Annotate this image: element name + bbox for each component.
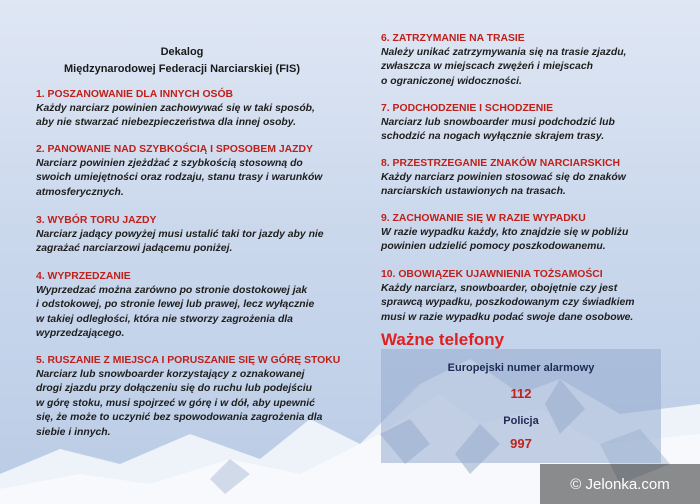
rule-1: [36, 88, 324, 131]
document-title: [36, 44, 328, 78]
emergency-label: Europejski numer alarmowy: [447, 362, 595, 374]
rule-heading: 5. RUSZANIE Z MIEJSCA I PORUSZANIE SIĘ W GÓRĘ STOKU: [36, 355, 341, 366]
rule-heading: 8. PRZESTRZEGANIE ZNAKÓW NARCIARSKICH: [381, 158, 620, 169]
rule-text: Należy unikać zatrzymywania się na trasie zjazdu, zwłaszcza w miejscach zwężeń i miejscach o ograniczonej widoczności.: [381, 47, 627, 87]
rule-10: [381, 268, 653, 325]
rule-6: [381, 32, 653, 89]
rule-7: [381, 102, 653, 145]
phones-title: Ważne telefony: [381, 330, 505, 349]
emergency-number: 112: [510, 386, 532, 401]
rule-3: [36, 214, 324, 257]
rule-text: Narciarz powinien zjeżdżać z szybkością stosowną do swoich umiejętności oraz rodzaju, stanu trasy i warunków atmosferycznych.: [36, 158, 323, 198]
rule-2: [36, 143, 324, 200]
rule-text: W razie wypadku każdy, kto znajdzie się w pobliżu powinien udzielić pomocy poszkodowanemu.: [381, 227, 629, 253]
rule-text: Każdy narciarz powinien stosować się do znaków narciarskich ustawionych na trasach.: [381, 172, 626, 198]
rule-heading: 7. PODCHODZENIE I SCHODZENIE: [381, 103, 554, 114]
rule-text: Narciarz lub snowboarder korzystający z oznakowanej drogi zjazdu przy dołączeniu się do ruchu lub podejściu w górę stoku, musi spojrzeć w górę i w dół, aby upewnić się, że może to uczynić bez spowodowania zagrożenia dla siebie i innych.: [36, 369, 323, 438]
rule-9: [381, 212, 653, 255]
rule-text: Narciarz jadący powyżej musi ustalić taki tor jazdy aby nie zagrażać narciarzowi jadącemu poniżej.: [36, 229, 324, 255]
rule-heading: 10. OBOWIĄZEK UJAWNIENIA TOŻSAMOŚCI: [381, 269, 603, 280]
watermark: © Jelonka.com: [540, 464, 700, 504]
rule-heading: 2. PANOWANIE NAD SZYBKOŚCIĄ I SPOSOBEM JAZDY: [36, 144, 313, 155]
rule-heading: 9. ZACHOWANIE SIĘ W RAZIE WYPADKU: [381, 213, 586, 224]
rule-4: [36, 270, 324, 342]
rule-heading: 6. ZATRZYMANIE NA TRASIE: [381, 33, 525, 44]
police-label: Policja: [503, 415, 539, 427]
rule-8: [381, 157, 653, 200]
phones-box: [381, 349, 661, 463]
rule-text: Każdy narciarz, snowboarder, obojętnie czy jest sprawcą wypadku, poszkodowanym czy świadkiem musi w razie wypadku podać swoje dane osobowe.: [381, 283, 635, 323]
rule-5: [36, 354, 341, 440]
rule-text: Narciarz lub snowboarder musi podchodzić lub schodzić na nogach wyłącznie skrajem trasy.: [381, 117, 615, 143]
title-line-1: Dekalog: [160, 46, 204, 58]
rule-text: Wyprzedzać można zarówno po stronie dostokowej jak i odstokowej, po stronie lewej lub prawej, lecz wyłącznie w takiej odległości, która nie stworzy zagrożenia dla wyprzedzającego.: [36, 285, 315, 340]
rule-heading: 4. WYPRZEDZANIE: [36, 271, 131, 282]
rule-heading: 3. WYBÓR TORU JAZDY: [36, 215, 157, 226]
rule-text: Każdy narciarz powinien zachowywać się w taki sposób, aby nie stwarzać niebezpieczeństwa dla innej osoby.: [36, 103, 315, 129]
police-number: 997: [510, 436, 532, 451]
rule-heading: 1. POSZANOWANIE DLA INNYCH OSÓB: [36, 89, 234, 100]
title-line-2: Międzynarodowej Federacji Narciarskiej (FIS): [64, 63, 300, 75]
